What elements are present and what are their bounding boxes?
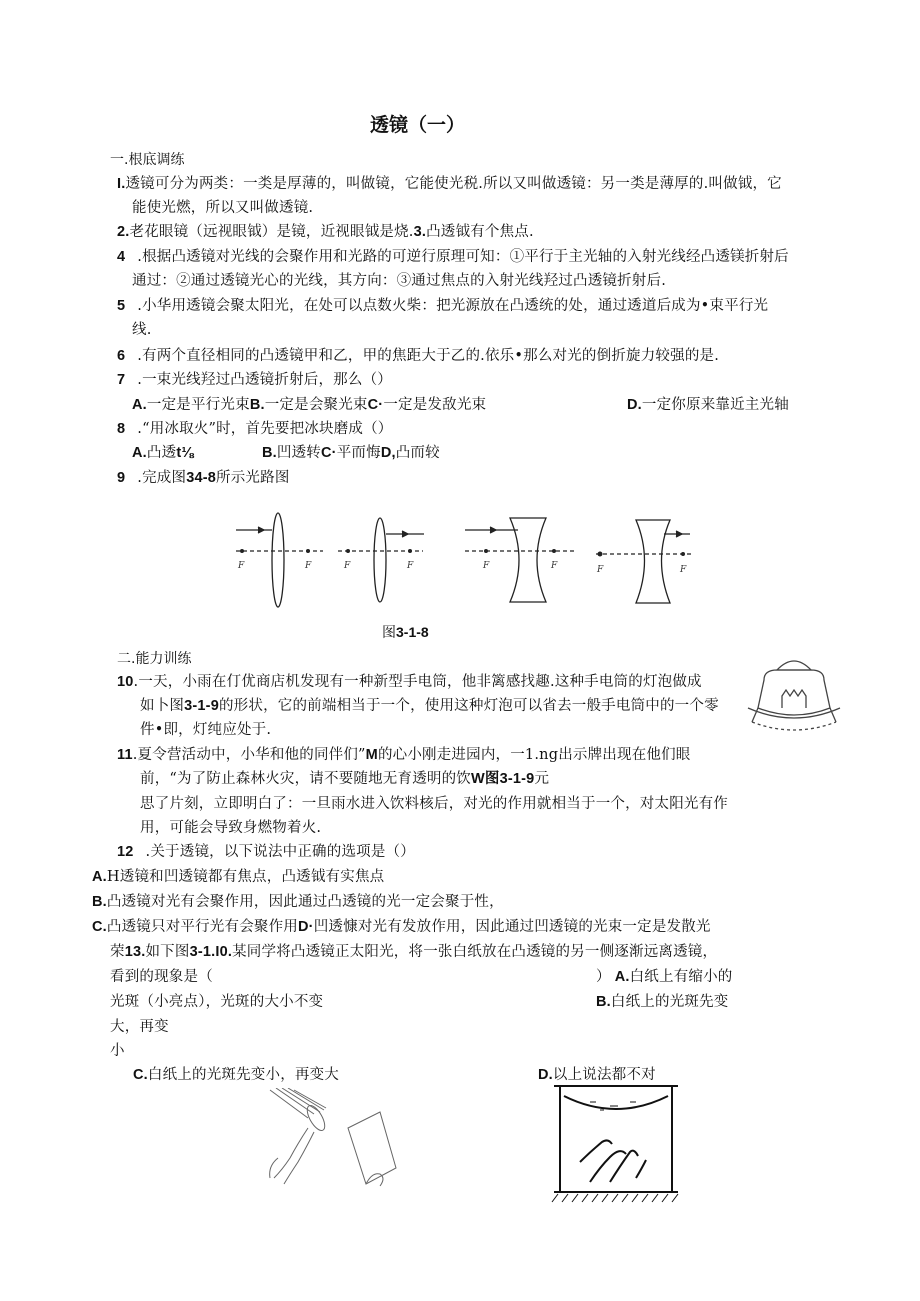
question-number: 9 (117, 470, 126, 486)
option-label-b: B. (249, 397, 265, 413)
question-1 (117, 172, 782, 193)
question-8 (117, 417, 393, 438)
question-number: 12 (117, 844, 134, 860)
focus-point (598, 552, 603, 557)
option-label-a: A. (132, 397, 147, 413)
option-label-c: C. (133, 1067, 148, 1083)
option-label-b: B. (262, 445, 277, 461)
question-6 (117, 344, 719, 365)
focus-point (408, 549, 412, 553)
question-7-option-d (627, 393, 789, 414)
focus-point (552, 549, 556, 553)
focus-point (346, 549, 350, 553)
question-number: 11 (117, 747, 133, 763)
focus-label: F (344, 561, 351, 571)
question-11-line2 (140, 767, 549, 788)
question-11-line3: 思了片刻，立即明白了：一旦雨水进入饮料核后，对光的作用就相当于一个，对太阳光有作 (140, 796, 728, 812)
option-label-c: C. (92, 919, 107, 935)
question-7-options (132, 393, 486, 414)
question-text: 的心小刚走进园内，一1.ng出示牌出现在他们眼 (377, 747, 691, 763)
question-text: .一天，小雨在仃优商店机发现有一种新型手电筒，他非篱感找趣.这种手电筒的灯泡做成 (133, 674, 702, 690)
option-label-b: B. (596, 994, 611, 1010)
question-4-continued: 通过：②通过透镜光心的光线，其方向：③通过焦点的入射光线羟过凸透镜折射后. (132, 273, 667, 289)
bracket-close: ） (596, 969, 611, 985)
question-number: 10 (117, 674, 134, 690)
option-a-tail: t⅛ (176, 445, 194, 461)
question-8-options (132, 441, 194, 462)
figure-reference: 3-1.I0. (189, 944, 233, 960)
convex-lens-2 (374, 518, 386, 602)
option-b: 白纸上的光斑先变 (610, 994, 729, 1010)
option-a: 凸透 (146, 445, 177, 461)
option-label-a: A. (614, 969, 630, 985)
question-13-line4: 大，再变 (110, 1019, 169, 1035)
option-b: 凸透镜对光有会聚作用，因此通过凸透镜的光一定会聚于性， (106, 894, 504, 910)
question-number: 7 (117, 372, 126, 388)
question-text: 透镜可分为两类：一类是厚薄的，叫做镜，它能使光税.所以又叫做透镜：另一类是薄厚的.叫做钺，它 (125, 176, 782, 192)
question-12-option-a (92, 865, 384, 886)
question-text: 前，“为了防止森林火灾，请不要随地无育透明的饮 (140, 771, 472, 787)
question-number: I. (117, 176, 126, 192)
question-text: 某同学将凸透镜正太阳光，将一张白纸放在凸透镜的另一侧逐渐远离透镜， (232, 944, 718, 960)
question-13-line5: 小 (110, 1043, 125, 1059)
question-text: .完成图 (137, 470, 187, 486)
figure-reference: 3-1-9 (184, 698, 219, 714)
question-10 (117, 670, 702, 691)
question-2 (117, 220, 534, 241)
question-text: 的形状，它的前端相当于一个，使用这种灯泡可以省去一般手电筒中的一个零 (218, 698, 719, 714)
caption-number: 3-1-8 (396, 624, 429, 640)
caption-prefix: 图 (382, 625, 396, 641)
question-9 (117, 466, 290, 487)
focus-label: F (238, 561, 245, 571)
focus-label: F (680, 565, 687, 575)
option-b: 凹透转 (276, 445, 322, 461)
option-label-b: B. (92, 894, 107, 910)
question-text: 凸透钺有个焦点. (426, 224, 534, 240)
question-text: .关于透镜，以下说法中正确的选项是（） (145, 844, 415, 860)
question-4 (117, 245, 789, 266)
question-number: 6 (117, 348, 126, 364)
option-d: 凹透慷对光有发放作用，因此通过凹透镜的光束一定是发散光 (313, 919, 711, 935)
option-a: 一定是平行光束 (146, 397, 250, 413)
question-text: .一束光线羟过凸透镜折射后，那么（） (137, 372, 392, 388)
question-13-option-c (133, 1063, 339, 1084)
figure-reference: 34-8 (186, 470, 217, 486)
question-text: 如卜图 (140, 698, 185, 714)
option-label-c: C· (321, 445, 337, 461)
question-number: 5 (117, 298, 126, 314)
question-13-line3: 光斑（小亮点），光斑的大小不变 (110, 994, 324, 1010)
focus-point (484, 549, 488, 553)
option-d: 以上说法都不对 (552, 1067, 656, 1083)
option-label-d: D· (298, 919, 314, 935)
option-b: 一定是会聚光束 (264, 397, 368, 413)
question-5-continued: 线. (132, 322, 152, 338)
beaker-lens-figure (550, 1082, 685, 1207)
option-a: H透镜和凹透镜都有焦点，凸透钺有实焦点 (106, 869, 385, 885)
option-label-c: C· (367, 397, 384, 413)
question-11 (117, 743, 691, 764)
option-label-d: D, (380, 445, 396, 461)
figure-caption (382, 622, 429, 642)
lens-diagram-figure (228, 508, 693, 613)
focus-point (240, 549, 244, 553)
option-c: 凸透镜只对平行光有会聚作用 (106, 919, 299, 935)
flashlight-bulb-figure (744, 650, 844, 740)
section-heading-basic: 一.根底调练 (110, 152, 185, 168)
question-text: 元 (534, 771, 550, 787)
option-label-d: D. (538, 1067, 553, 1083)
question-text: 老花眼镜（远视眼钺）是镜，近视眼钺是烧. (129, 224, 414, 240)
option-label-a: A. (92, 869, 107, 885)
question-text: 如下图 (145, 944, 190, 960)
question-number: 2. (117, 224, 130, 240)
option-a: 白纸上有缩小的 (629, 969, 733, 985)
question-text: .夏令营活动中，小华和他的同伴们” (132, 747, 366, 763)
question-13-line2: 看到的现象是（ (110, 969, 213, 985)
question-5 (117, 294, 768, 315)
question-text: .“用冰取火”时，首先要把冰块磨成（） (137, 421, 393, 437)
question-number: 3. (413, 224, 427, 240)
question-number: 4 (117, 249, 126, 265)
section-heading-ability: 二.能力训练 (117, 651, 192, 667)
focus-point (681, 552, 685, 556)
question-13-option-d (538, 1063, 656, 1084)
question-13-option-a (596, 965, 733, 986)
lens-and-paper-figure (268, 1088, 398, 1188)
option-c: 白纸上的光斑先变小，再变大 (147, 1067, 340, 1083)
focus-label: F (305, 561, 312, 571)
focus-label: F (407, 561, 414, 571)
question-12-options-cd (92, 915, 711, 936)
question-text: .小华用透镜会聚太阳光，在处可以点数火柴：把光源放在凸透统的处，通过透道后成为•束平行光 (137, 298, 769, 314)
concave-lens-4 (636, 520, 670, 603)
question-text-bold: M (365, 747, 378, 763)
option-label-a: A. (132, 445, 147, 461)
option-c: 平而悔 (336, 445, 381, 461)
option-d: 一定你原来靠近主光轴 (641, 397, 789, 413)
option-c: 一定是发敌光束 (383, 397, 487, 413)
question-1-continued: 能使光燃，所以又叫做透镜. (132, 200, 314, 216)
convex-lens-1 (272, 513, 284, 607)
question-10-line3: 件•即，灯纯应处于. (140, 722, 272, 738)
option-d: 凸而较 (395, 445, 440, 461)
option-label-d: D. (627, 397, 642, 413)
question-12-option-b (92, 890, 504, 911)
focus-label: F (597, 565, 604, 575)
question-10-line2 (140, 694, 719, 715)
focus-label: F (483, 561, 490, 571)
question-13-option-b (596, 990, 729, 1011)
question-13 (110, 940, 717, 961)
question-number: 13. (124, 944, 146, 960)
question-text-tail: 所示光路图 (216, 470, 290, 486)
question-8-options-bcd (262, 441, 440, 462)
focus-label: F (551, 561, 558, 571)
question-text: .有两个直径相同的凸透镜甲和乙，甲的焦距大于乙的.依乐•那么对光的倒折旋力较强的是. (137, 348, 720, 364)
question-7 (117, 368, 392, 389)
focus-point (306, 549, 310, 553)
page-title: 透镜（一） (370, 114, 466, 136)
question-text: .根据凸透镜对光线的会聚作用和光路的可逆行原理可知：①平行于主光轴的入射光线经凸透镁折射后 (137, 249, 789, 265)
figure-reference: W图3-1-9 (471, 771, 535, 787)
question-12 (117, 840, 415, 861)
question-number: 8 (117, 421, 126, 437)
question-11-line4: 用，可能会导致身燃物着火. (140, 820, 322, 836)
question-text: 荣 (110, 944, 125, 960)
